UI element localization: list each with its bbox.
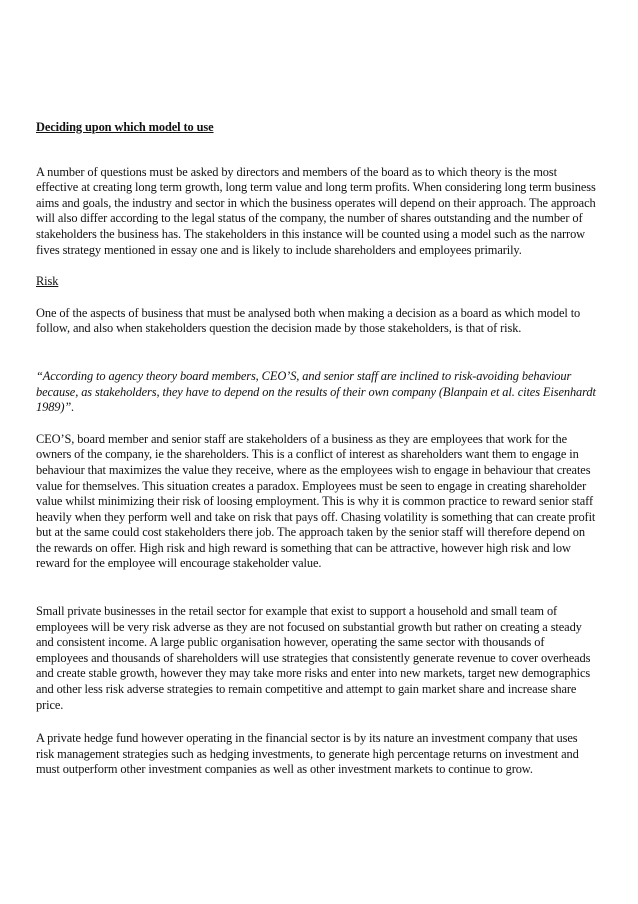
paragraph-conflict-of-interest: CEO’S, board member and senior staff are stakeholders of a business as they are employees that work for the owners of the company, ie the shareholders. This is a conflict of interest as shareholders want them to engage in behaviour that maximizes the value they receive, where as the employees wish to engage in behaviour that creates value for themselves. This situation creates a paradox. Employees must be seen to engage in creating shareholder value whilst minimizing their risk of loosing employment. This is why it is common practice to reward senior staff heavily when they perform well and take on risk that pays off. Chasing volatility is something that can create profit but at the same could cost stakeholders there job. The approach taken by the senior staff will therefore depend on the rewards on offer. High risk and high reward is something that can be attractive, however high risk and low reward for the employee will encourage stakeholder value. — [36, 431, 596, 571]
paragraph-small-businesses: Small private businesses in the retail sector for example that exist to support a household and small team of employees will be very risk adverse as they are not focused on substantial growth but rather on creating a steady and consistent income. A large public organisation however, operating the same sector with thousands of employees and thousands of shareholders will use strategies that consistently generate revenue to cover overheads and create stable growth, however they may take more risks and enter into new markets, target new demographics and other less risk adverse strategies to remain competitive and attempt to gain market share and increase share price. — [36, 604, 591, 712]
document-page — [36, 120, 598, 778]
paragraph-risk-intro: One of the aspects of business that must be analysed both when making a decision as a board as which model to follow, and also when stakeholders question the decision made by those stakeholders, is that of risk. — [36, 305, 581, 336]
paragraph-hedge-fund: A private hedge fund however operating in the financial sector is by its nature an investment company that uses risk management strategies such as hedging investments, to generate high percentage returns on investment and must outperform other investment companies as well as other investment markets to continue to grow. — [36, 731, 579, 777]
paragraph-model-choice: A number of questions must be asked by directors and members of the board as to which theory is the most effective at creating long term growth, long term value and long term profits. When considering long term business aims and goals, the industry and sector in which the business operates will depend on their approach. The approach will also differ according to the legal status of the company, the number of shares outstanding and the number of stakeholders the business has. The stakeholders in this instance will be counted using a model such as the narrow fives strategy mentioned in essay one and is likely to include shareholders and employees primarily. — [36, 164, 596, 257]
section-heading: Deciding upon which model to use — [36, 120, 214, 134]
subheading-risk: Risk — [36, 274, 59, 289]
quote-agency-theory: “According to agency theory board members, CEO’S, and senior staff are inclined to risk-avoiding behaviour because, as stakeholders, they have to depend on the results of their own company (Blanpain et al. cites Eisenhardt 1989)”. — [36, 368, 596, 415]
